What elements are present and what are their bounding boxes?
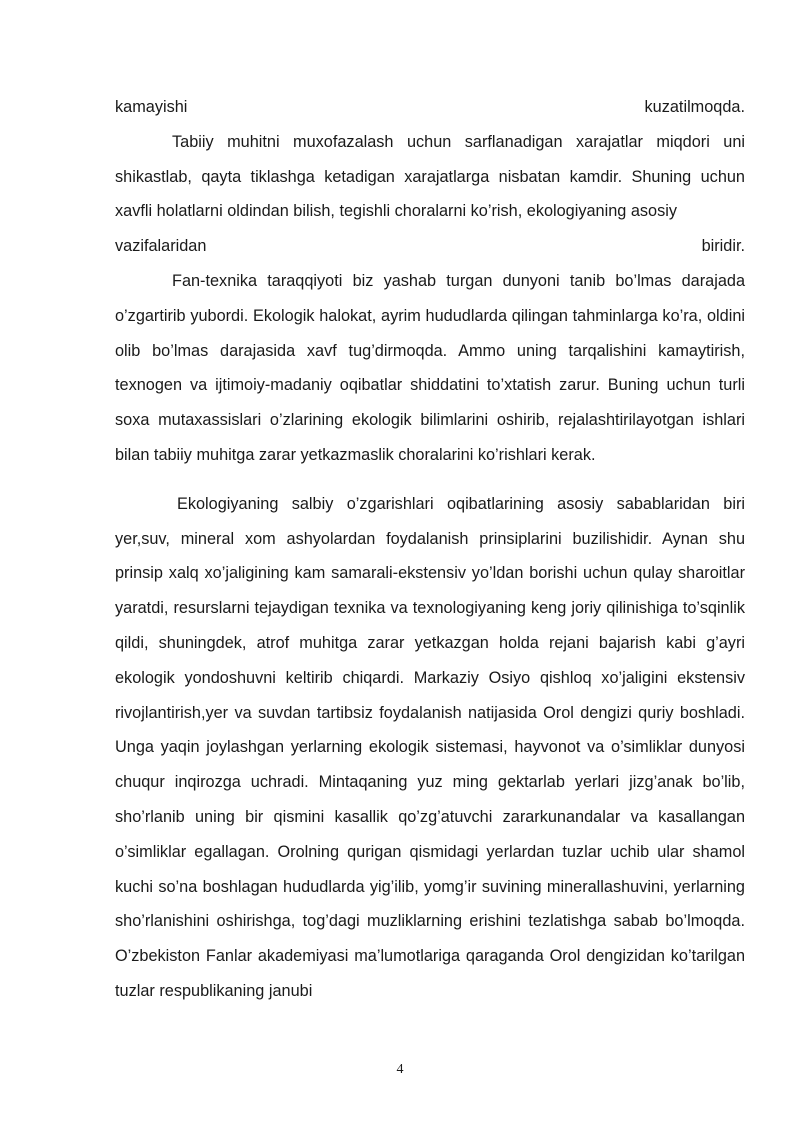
paragraph-science-progress: Fan-texnika taraqqiyoti biz yashab turgan dunyoni tanib bo’lmas darajada o’zgartirib yubordi. Ekologik halokat, ayrim hududlarda qilingan tahminlarga ko’ra, oldini olib bo’lmas darajasida xavf tug’dirmoqda. Ammo uning tarqalishini kamaytirish, texnogen va ijtimoiy-madaniy oqibatlar shiddatini to’xtatish zarur. Buning uchun turli soxa mutaxassislari o’zlarining ekologik bilimlarini oshirib, rejalashtirilayotgan ishlari bilan tabiiy muhitga zarar yetkazmaslik choralarini ko’rishlari kerak. [115, 271, 745, 464]
continuation-line [115, 90, 745, 125]
paragraph-cost-last-right: biridir. [701, 237, 745, 256]
paragraph-ecology-causes: Ekologiyaning salbiy o’zgarishlari oqibatlarining asosiy sabablaridan biri yer,suv, mineral xom ashyolardan foydalanish prinsiplarini buzilishidir. Aynan shu prinsip xalq xo’jaligining kam samarali-ekstensiv yo’ldan borishi uchun qulay sharoitlar yaratdi, resurslarni tejaydigan texnika va texnologiyaning keng joriy qilinishiga to’sqinlik qildi, shuningdek, atrof muhitga zarar yetkazgan holda rejani bajarish kabi g’ayri ekologik yondoshuvni keltirib chiqardi. Markaziy Osiyo qishloq xo’jaligini ekstensiv rivojlantirish,yer va suvdan tartibsiz foydalanish natijasida Orol dengizi quriy boshladi. Unga yaqin joylashgan yerlarning ekologik sistemasi, hayvonot va o’simliklar dunyosi chuqur inqirozga uchradi. Mintaqaning yuz ming gektarlab yerlari jizg’anak bo’lib, sho’rlanib uning bir qismini kasallik qo’zg’atuvchi zararkunandalar va kasallangan o’simliklar egallagan. Orolning qurigan qismidagi yerlardan tuzlar uchib ular shamol kuchi so’na boshlagan hududlarda yig’ilib, yomg’ir suvining minerallashuvini, yerlarning sho’rlanishini oshirishga, tog’dagi muzliklarning erishini tezlatishga sabab bo’lmoqda. O’zbekiston Fanlar akademiyasi ma’lumotlariga qaraganda Orol dengizidan ko’tarilgan tuzlar respublikaning janubi [115, 494, 745, 1000]
continuation-right-word: kuzatilmoqda. [644, 98, 745, 116]
paragraph-cost-last-left: vazifalaridan [115, 237, 207, 256]
page-number: 4 [396, 1062, 404, 1077]
paragraph-cost-last-line [115, 229, 745, 264]
continuation-left-word: kamayishi [115, 98, 188, 116]
paragraph-cost-of-protection: Tabiiy muhitni muxofazalash uchun sarflanadigan xarajatlar miqdori uni shikastlab, qayta tiklashga ketadigan xarajatlarga nisbatan kamdir. Shuning uchun xavfli holatlarni oldindan bilish, tegishli choralarni ko’rish, ekologiyaning asosiy [115, 132, 745, 221]
document-body [115, 90, 745, 1009]
